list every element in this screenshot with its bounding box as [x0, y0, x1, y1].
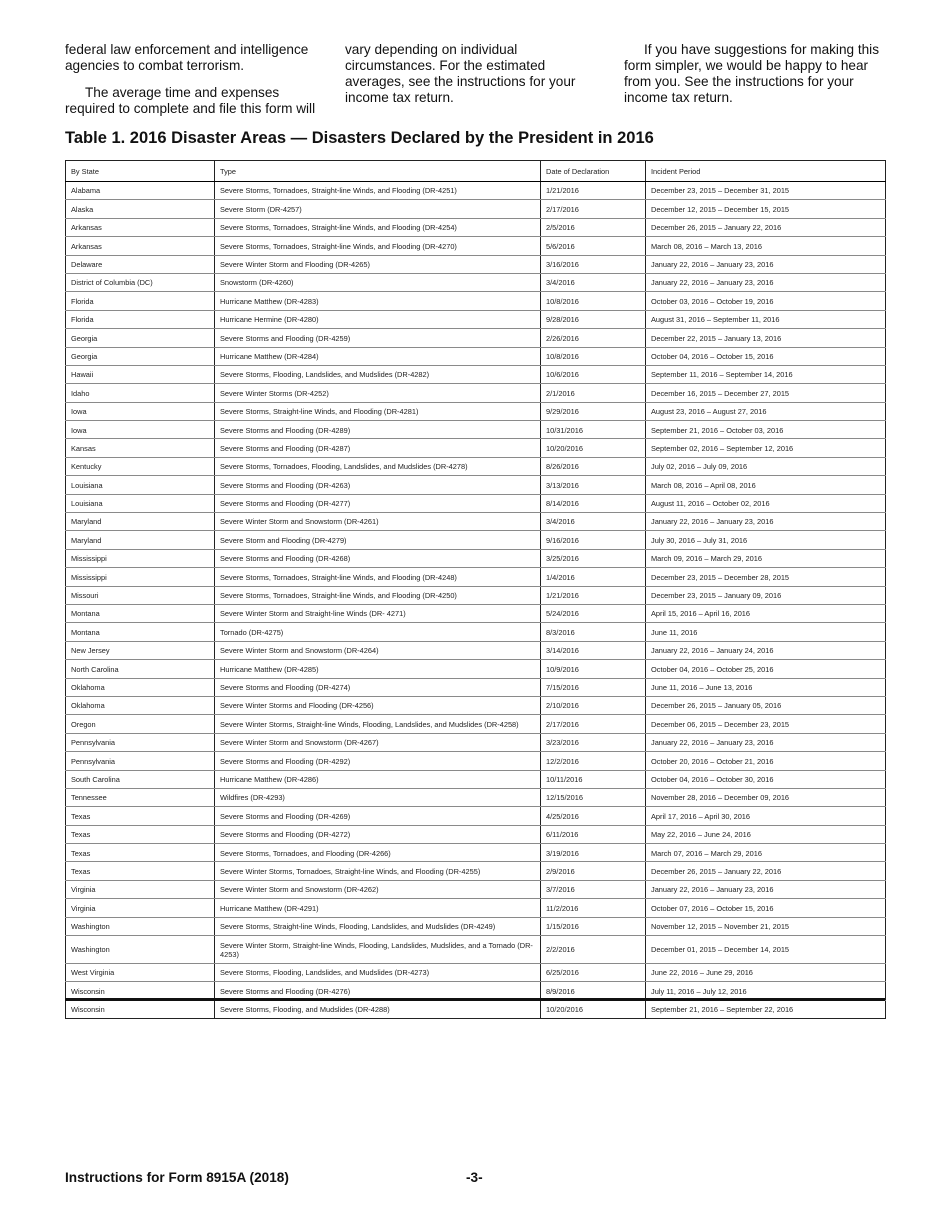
cell-type: Snowstorm (DR-4260)	[215, 273, 541, 291]
cell-type: Severe Storms and Flooding (DR-4289)	[215, 421, 541, 439]
table-row	[66, 402, 886, 420]
table-row	[66, 825, 886, 843]
cell-type: Severe Winter Storm and Snowstorm (DR-4261)	[215, 513, 541, 531]
cell-date: 2/2/2016	[541, 936, 646, 964]
cell-state: Missouri	[66, 586, 215, 604]
cell-state: South Carolina	[66, 770, 215, 788]
cell-type: Severe Storms and Flooding (DR-4269)	[215, 807, 541, 825]
cell-date: 1/21/2016	[541, 586, 646, 604]
table-row	[66, 733, 886, 751]
cell-period: December 23, 2015 – December 31, 2015	[646, 182, 886, 200]
cell-type: Severe Winter Storms (DR-4252)	[215, 384, 541, 402]
cell-type: Severe Storms, Tornadoes, Straight-line Winds, and Flooding (DR-4254)	[215, 218, 541, 236]
cell-date: 10/11/2016	[541, 770, 646, 788]
footer-form-title: Instructions for Form 8915A (2018)	[65, 1170, 289, 1185]
table-row	[66, 604, 886, 622]
cell-date: 6/11/2016	[541, 825, 646, 843]
cell-type: Severe Storms and Flooding (DR-4268)	[215, 549, 541, 567]
cell-type: Severe Storms, Tornadoes, Straight-line Winds, and Flooding (DR-4250)	[215, 586, 541, 604]
cell-date: 10/31/2016	[541, 421, 646, 439]
table-row	[66, 200, 886, 218]
column-header-date: Date of Declaration	[541, 161, 646, 182]
cell-type: Severe Storms, Straight-line Winds, and Flooding (DR-4281)	[215, 402, 541, 420]
cell-state: Tennessee	[66, 788, 215, 806]
cell-state: Arkansas	[66, 237, 215, 255]
cell-state: Georgia	[66, 329, 215, 347]
cell-period: August 11, 2016 – October 02, 2016	[646, 494, 886, 512]
cell-state: Montana	[66, 623, 215, 641]
cell-type: Severe Storms, Tornadoes, and Flooding (DR-4266)	[215, 844, 541, 862]
cell-period: December 26, 2015 – January 22, 2016	[646, 862, 886, 880]
cell-date: 1/4/2016	[541, 568, 646, 586]
cell-date: 8/26/2016	[541, 457, 646, 475]
cell-state: Pennsylvania	[66, 733, 215, 751]
cell-date: 10/8/2016	[541, 347, 646, 365]
cell-date: 10/9/2016	[541, 660, 646, 678]
cell-state: Wisconsin	[66, 1000, 215, 1018]
cell-type: Hurricane Matthew (DR-4285)	[215, 660, 541, 678]
intro-paragraph: vary depending on individual circumstances. For the estimated averages, see the instructions for your income tax return.	[345, 42, 576, 105]
cell-date: 1/15/2016	[541, 917, 646, 935]
cell-state: Florida	[66, 310, 215, 328]
cell-date: 9/29/2016	[541, 402, 646, 420]
cell-period: October 07, 2016 – October 15, 2016	[646, 899, 886, 917]
cell-state: Arkansas	[66, 218, 215, 236]
cell-state: West Virginia	[66, 964, 215, 982]
cell-period: November 28, 2016 – December 09, 2016	[646, 788, 886, 806]
cell-state: Alaska	[66, 200, 215, 218]
table-row	[66, 586, 886, 604]
cell-state: Texas	[66, 844, 215, 862]
cell-date: 12/2/2016	[541, 752, 646, 770]
table-row	[66, 218, 886, 236]
cell-type: Severe Winter Storm and Snowstorm (DR-4262)	[215, 880, 541, 898]
cell-date: 3/23/2016	[541, 733, 646, 751]
cell-state: Louisiana	[66, 476, 215, 494]
cell-period: December 01, 2015 – December 14, 2015	[646, 936, 886, 964]
cell-type: Severe Storms and Flooding (DR-4263)	[215, 476, 541, 494]
table-row	[66, 494, 886, 512]
cell-state: Washington	[66, 917, 215, 935]
cell-date: 2/10/2016	[541, 696, 646, 714]
cell-period: September 21, 2016 – September 22, 2016	[646, 1000, 886, 1018]
cell-type: Severe Storms and Flooding (DR-4292)	[215, 752, 541, 770]
cell-state: Washington	[66, 936, 215, 964]
cell-state: Texas	[66, 825, 215, 843]
cell-period: March 09, 2016 – March 29, 2016	[646, 549, 886, 567]
cell-date: 10/20/2016	[541, 439, 646, 457]
cell-type: Severe Storms, Straight-line Winds, Flooding, Landslides, and Mudslides (DR-4249)	[215, 917, 541, 935]
cell-date: 3/16/2016	[541, 255, 646, 273]
table-row	[66, 770, 886, 788]
cell-state: Montana	[66, 604, 215, 622]
table-row	[66, 899, 886, 917]
cell-date: 3/13/2016	[541, 476, 646, 494]
cell-type: Hurricane Hermine (DR-4280)	[215, 310, 541, 328]
intro-column-3	[624, 42, 888, 117]
cell-type: Hurricane Matthew (DR-4286)	[215, 770, 541, 788]
table-row	[66, 384, 886, 402]
table-row	[66, 457, 886, 475]
cell-period: December 06, 2015 – December 23, 2015	[646, 715, 886, 733]
table-row	[66, 421, 886, 439]
table-row	[66, 678, 886, 696]
table-header-row	[66, 161, 886, 182]
cell-state: Kansas	[66, 439, 215, 457]
intro-paragraph: federal law enforcement and intelligence agencies to combat terrorism.	[65, 42, 309, 73]
cell-type: Hurricane Matthew (DR-4291)	[215, 899, 541, 917]
cell-type: Severe Storms, Flooding, and Mudslides (DR-4288)	[215, 1000, 541, 1018]
table-row	[66, 310, 886, 328]
cell-state: Alabama	[66, 182, 215, 200]
column-header-state: By State	[66, 161, 215, 182]
table-body	[66, 182, 886, 1019]
cell-state: Oregon	[66, 715, 215, 733]
cell-date: 8/3/2016	[541, 623, 646, 641]
table-row	[66, 964, 886, 982]
cell-type: Hurricane Matthew (DR-4283)	[215, 292, 541, 310]
cell-type: Severe Storms and Flooding (DR-4274)	[215, 678, 541, 696]
table-row	[66, 365, 886, 383]
table-row	[66, 347, 886, 365]
cell-date: 1/21/2016	[541, 182, 646, 200]
table-row	[66, 476, 886, 494]
cell-date: 8/14/2016	[541, 494, 646, 512]
cell-period: July 30, 2016 – July 31, 2016	[646, 531, 886, 549]
cell-date: 10/8/2016	[541, 292, 646, 310]
cell-date: 2/17/2016	[541, 715, 646, 733]
cell-period: October 03, 2016 – October 19, 2016	[646, 292, 886, 310]
cell-period: June 22, 2016 – June 29, 2016	[646, 964, 886, 982]
cell-state: Texas	[66, 862, 215, 880]
cell-type: Severe Storms, Tornadoes, Flooding, Landslides, and Mudslides (DR-4278)	[215, 457, 541, 475]
column-header-type: Type	[215, 161, 541, 182]
cell-period: March 07, 2016 – March 29, 2016	[646, 844, 886, 862]
cell-date: 2/26/2016	[541, 329, 646, 347]
cell-date: 9/16/2016	[541, 531, 646, 549]
cell-type: Severe Storms and Flooding (DR-4276)	[215, 982, 541, 1000]
cell-state: District of Columbia (DC)	[66, 273, 215, 291]
cell-date: 2/5/2016	[541, 218, 646, 236]
table-row	[66, 752, 886, 770]
cell-type: Tornado (DR-4275)	[215, 623, 541, 641]
cell-period: April 15, 2016 – April 16, 2016	[646, 604, 886, 622]
cell-period: October 04, 2016 – October 25, 2016	[646, 660, 886, 678]
cell-period: October 04, 2016 – October 15, 2016	[646, 347, 886, 365]
cell-period: October 20, 2016 – October 21, 2016	[646, 752, 886, 770]
cell-type: Severe Winter Storm, Straight-line Winds, Flooding, Landslides, Mudslides, and a Tornado (DR-4253)	[215, 936, 541, 964]
cell-date: 9/28/2016	[541, 310, 646, 328]
table-row	[66, 715, 886, 733]
table-row	[66, 862, 886, 880]
intro-column-2	[345, 42, 595, 117]
cell-period: January 22, 2016 – January 23, 2016	[646, 880, 886, 898]
table-row	[66, 1000, 886, 1018]
cell-period: January 22, 2016 – January 23, 2016	[646, 255, 886, 273]
cell-period: January 22, 2016 – January 24, 2016	[646, 641, 886, 659]
cell-period: July 11, 2016 – July 12, 2016	[646, 982, 886, 1000]
cell-period: October 04, 2016 – October 30, 2016	[646, 770, 886, 788]
cell-date: 5/24/2016	[541, 604, 646, 622]
cell-type: Severe Winter Storm and Snowstorm (DR-4264)	[215, 641, 541, 659]
table-row	[66, 936, 886, 964]
table-row	[66, 623, 886, 641]
cell-state: Hawaii	[66, 365, 215, 383]
cell-date: 12/15/2016	[541, 788, 646, 806]
cell-state: Texas	[66, 807, 215, 825]
column-header-period: Incident Period	[646, 161, 886, 182]
cell-period: May 22, 2016 – June 24, 2016	[646, 825, 886, 843]
cell-period: November 12, 2015 – November 21, 2015	[646, 917, 886, 935]
table-row	[66, 549, 886, 567]
cell-state: Mississippi	[66, 549, 215, 567]
cell-period: December 26, 2015 – January 05, 2016	[646, 696, 886, 714]
table-row	[66, 237, 886, 255]
cell-type: Severe Storms and Flooding (DR-4272)	[215, 825, 541, 843]
cell-state: Idaho	[66, 384, 215, 402]
intro-column-1	[65, 42, 323, 128]
cell-state: Georgia	[66, 347, 215, 365]
table-row	[66, 788, 886, 806]
table-row	[66, 641, 886, 659]
cell-state: Delaware	[66, 255, 215, 273]
cell-period: June 11, 2016 – June 13, 2016	[646, 678, 886, 696]
cell-type: Severe Storms and Flooding (DR-4259)	[215, 329, 541, 347]
cell-date: 2/17/2016	[541, 200, 646, 218]
cell-period: April 17, 2016 – April 30, 2016	[646, 807, 886, 825]
cell-state: Louisiana	[66, 494, 215, 512]
cell-date: 3/25/2016	[541, 549, 646, 567]
cell-period: March 08, 2016 – March 13, 2016	[646, 237, 886, 255]
table-row	[66, 696, 886, 714]
cell-date: 10/6/2016	[541, 365, 646, 383]
cell-date: 2/1/2016	[541, 384, 646, 402]
cell-period: September 11, 2016 – September 14, 2016	[646, 365, 886, 383]
cell-type: Wildfires (DR-4293)	[215, 788, 541, 806]
table-row	[66, 531, 886, 549]
cell-date: 11/2/2016	[541, 899, 646, 917]
cell-state: Virginia	[66, 880, 215, 898]
cell-type: Severe Storms, Tornadoes, Straight-line Winds, and Flooding (DR-4251)	[215, 182, 541, 200]
cell-date: 3/14/2016	[541, 641, 646, 659]
cell-state: Maryland	[66, 513, 215, 531]
cell-state: Iowa	[66, 421, 215, 439]
cell-type: Hurricane Matthew (DR-4284)	[215, 347, 541, 365]
cell-state: Iowa	[66, 402, 215, 420]
cell-state: Wisconsin	[66, 982, 215, 1000]
cell-period: September 02, 2016 – September 12, 2016	[646, 439, 886, 457]
table-row	[66, 182, 886, 200]
cell-date: 3/7/2016	[541, 880, 646, 898]
cell-period: December 23, 2015 – December 28, 2015	[646, 568, 886, 586]
table-row	[66, 513, 886, 531]
table-row	[66, 273, 886, 291]
cell-period: August 31, 2016 – September 11, 2016	[646, 310, 886, 328]
cell-period: August 23, 2016 – August 27, 2016	[646, 402, 886, 420]
cell-state: Oklahoma	[66, 696, 215, 714]
cell-type: Severe Winter Storms, Straight-line Winds, Flooding, Landslides, and Mudslides (DR-4258)	[215, 715, 541, 733]
intro-paragraph: The average time and expenses required to complete and file this form will	[65, 85, 316, 116]
cell-date: 3/4/2016	[541, 273, 646, 291]
table-row	[66, 255, 886, 273]
cell-type: Severe Storms, Flooding, Landslides, and Mudslides (DR-4273)	[215, 964, 541, 982]
cell-state: Mississippi	[66, 568, 215, 586]
table-row	[66, 917, 886, 935]
cell-date: 3/19/2016	[541, 844, 646, 862]
cell-date: 10/20/2016	[541, 1000, 646, 1018]
cell-date: 7/15/2016	[541, 678, 646, 696]
cell-period: December 23, 2015 – January 09, 2016	[646, 586, 886, 604]
cell-state: New Jersey	[66, 641, 215, 659]
cell-type: Severe Storms, Tornadoes, Straight-line Winds, and Flooding (DR-4270)	[215, 237, 541, 255]
cell-period: December 22, 2015 – January 13, 2016	[646, 329, 886, 347]
footer-page-number: -3-	[466, 1170, 483, 1185]
cell-period: June 11, 2016	[646, 623, 886, 641]
cell-period: September 21, 2016 – October 03, 2016	[646, 421, 886, 439]
cell-state: Florida	[66, 292, 215, 310]
cell-period: December 26, 2015 – January 22, 2016	[646, 218, 886, 236]
cell-type: Severe Winter Storms and Flooding (DR-4256)	[215, 696, 541, 714]
cell-date: 4/25/2016	[541, 807, 646, 825]
cell-type: Severe Storms and Flooding (DR-4287)	[215, 439, 541, 457]
cell-period: December 12, 2015 – December 15, 2015	[646, 200, 886, 218]
cell-state: Virginia	[66, 899, 215, 917]
table-row	[66, 844, 886, 862]
cell-date: 5/6/2016	[541, 237, 646, 255]
table-row	[66, 660, 886, 678]
cell-state: Maryland	[66, 531, 215, 549]
cell-period: January 22, 2016 – January 23, 2016	[646, 513, 886, 531]
table-title: Table 1. 2016 Disaster Areas — Disasters Declared by the President in 2016	[65, 129, 654, 147]
cell-period: January 22, 2016 – January 23, 2016	[646, 733, 886, 751]
cell-type: Severe Storm and Flooding (DR-4279)	[215, 531, 541, 549]
table-row	[66, 292, 886, 310]
table-row	[66, 329, 886, 347]
intro-text	[65, 42, 885, 116]
cell-date: 8/9/2016	[541, 982, 646, 1000]
cell-type: Severe Winter Storm and Straight-line Winds (DR- 4271)	[215, 604, 541, 622]
disaster-areas-table	[65, 160, 886, 1019]
intro-paragraph: If you have suggestions for making this form simpler, we would be happy to hear from you. See the instructions for your income tax return.	[624, 42, 879, 105]
table-row	[66, 568, 886, 586]
cell-type: Severe Winter Storm and Snowstorm (DR-4267)	[215, 733, 541, 751]
cell-period: December 16, 2015 – December 27, 2015	[646, 384, 886, 402]
cell-type: Severe Storms and Flooding (DR-4277)	[215, 494, 541, 512]
cell-type: Severe Storm (DR-4257)	[215, 200, 541, 218]
cell-date: 6/25/2016	[541, 964, 646, 982]
cell-period: July 02, 2016 – July 09, 2016	[646, 457, 886, 475]
cell-date: 2/9/2016	[541, 862, 646, 880]
table-row	[66, 880, 886, 898]
cell-state: Oklahoma	[66, 678, 215, 696]
cell-state: Pennsylvania	[66, 752, 215, 770]
cell-state: Kentucky	[66, 457, 215, 475]
cell-type: Severe Storms, Tornadoes, Straight-line Winds, and Flooding (DR-4248)	[215, 568, 541, 586]
cell-type: Severe Winter Storm and Flooding (DR-4265)	[215, 255, 541, 273]
cell-date: 3/4/2016	[541, 513, 646, 531]
table-row	[66, 807, 886, 825]
cell-state: North Carolina	[66, 660, 215, 678]
cell-type: Severe Storms, Flooding, Landslides, and Mudslides (DR-4282)	[215, 365, 541, 383]
cell-period: March 08, 2016 – April 08, 2016	[646, 476, 886, 494]
section-divider	[65, 998, 885, 1001]
table-row	[66, 439, 886, 457]
cell-period: January 22, 2016 – January 23, 2016	[646, 273, 886, 291]
cell-type: Severe Winter Storms, Tornadoes, Straight-line Winds, and Flooding (DR-4255)	[215, 862, 541, 880]
